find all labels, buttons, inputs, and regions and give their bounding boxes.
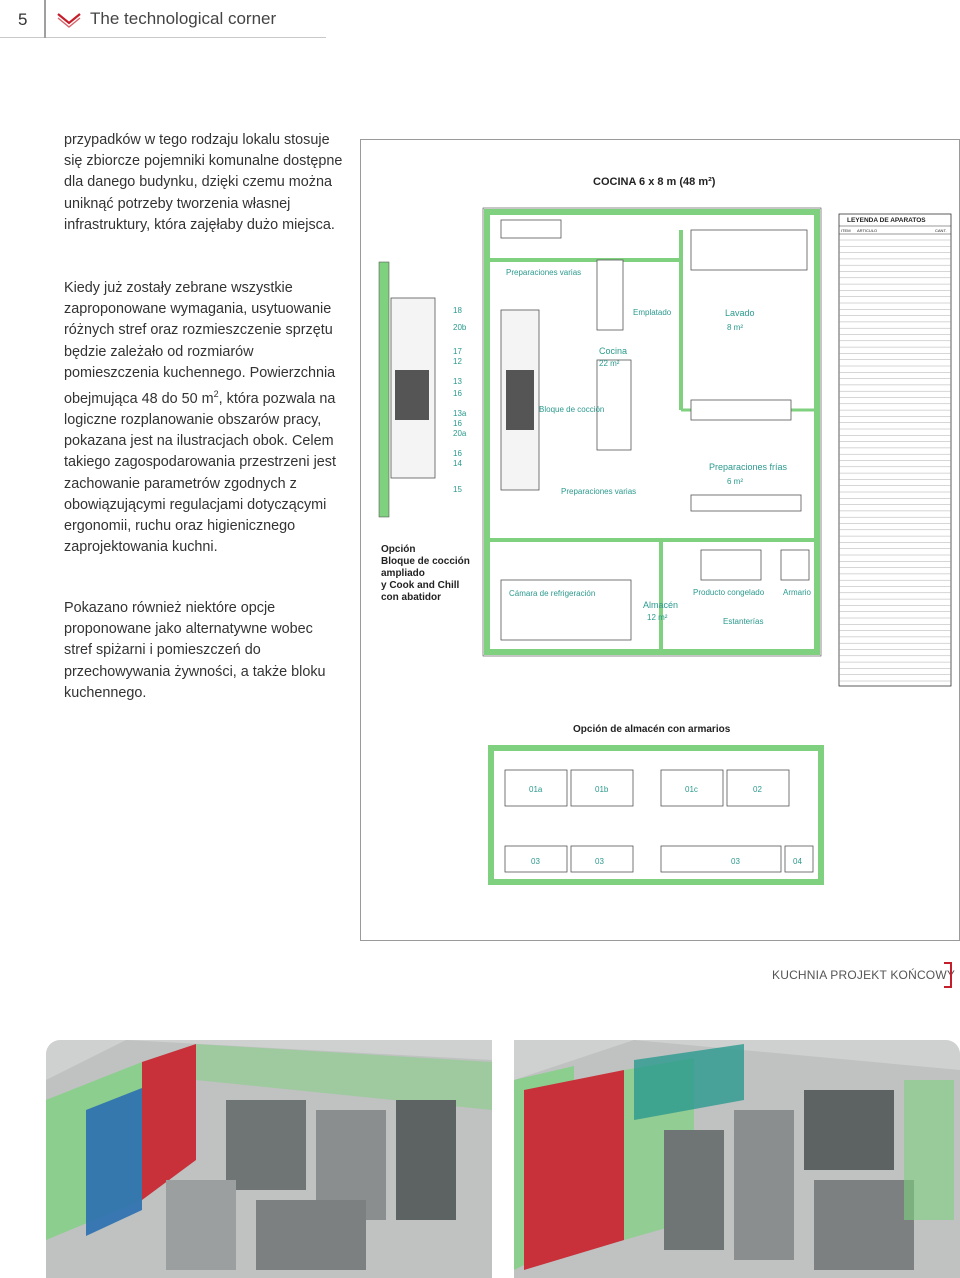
legend-head-qty: CANT. xyxy=(935,228,947,233)
zone-label: Estanterías xyxy=(723,617,764,626)
storage-unit-label: 01c xyxy=(685,785,698,794)
body-paragraph-2-b: , która pozwala na logiczne rozplanowanie obszarów pracy, pokazana jest na ilustracjach obok. Celem takiego zagospodarowania przestrzeni jest zachowanie parametrów zgodnych z obowiązującymi regulacjami dotyczącymi ergonomii, ruchu oraz higienicznego zaprojektowania kuchni. xyxy=(64,390,336,556)
zone-label: Preparaciones varias xyxy=(561,487,637,496)
counter xyxy=(691,495,801,511)
storage-option-title: Opción de almacén con armarios xyxy=(573,724,731,735)
item-number: 18 xyxy=(453,306,462,315)
storage-unit-label: 01a xyxy=(529,785,543,794)
option-label-line: Opción xyxy=(381,544,416,555)
superscript-2: 2 xyxy=(213,389,219,400)
body-paragraph-2 xyxy=(64,278,344,558)
plan-title: COCINA 6 x 8 m (48 m²) xyxy=(593,176,716,188)
kitchen-3d-render-right xyxy=(514,1040,960,1278)
item-number: 13 xyxy=(453,377,462,386)
storage-units xyxy=(505,770,813,872)
item-number: 20b xyxy=(453,323,467,332)
storage-unit-label: 04 xyxy=(793,857,802,866)
option-stove xyxy=(395,370,429,420)
option-label-line: Bloque de cocción xyxy=(381,556,470,567)
zone-label: Emplatado xyxy=(633,308,672,317)
zone-label: 8 m² xyxy=(727,323,743,332)
kitchen-3d-render-left xyxy=(46,1040,492,1278)
zone-label: 6 m² xyxy=(727,477,743,486)
legend-title: LEYENDA DE APARATOS xyxy=(847,217,926,224)
equipment-block xyxy=(597,260,623,330)
kitchen-floor-plan xyxy=(360,139,960,941)
shelf-row xyxy=(691,400,791,420)
option-item-numbers xyxy=(453,306,467,494)
storage-unit-label: 03 xyxy=(531,857,540,866)
chevron-logo-icon xyxy=(56,10,82,28)
zone-labels xyxy=(506,268,812,626)
zone-label: Preparaciones varias xyxy=(506,268,582,277)
storage-unit-label: 03 xyxy=(595,857,604,866)
freezer xyxy=(701,550,761,580)
storage-unit-label: 03 xyxy=(731,857,740,866)
storage-unit-label: 02 xyxy=(753,785,762,794)
zone-label: Bloque de cocción xyxy=(539,405,605,414)
item-number: 16 xyxy=(453,449,462,458)
equipment-block xyxy=(501,220,561,238)
zone-label: Armario xyxy=(783,588,812,597)
option-walls xyxy=(379,262,389,517)
zone-label: Producto congelado xyxy=(693,588,765,597)
storage-unit-label: 01b xyxy=(595,785,609,794)
item-number: 16 xyxy=(453,419,462,428)
equipment-legend xyxy=(839,214,951,686)
page-header xyxy=(0,0,326,38)
item-number: 20a xyxy=(453,429,467,438)
body-paragraph-1: przypadków w tego rodzaju lokalu stosuje się zbiorcze pojemniki komunalne dostępne dla danego budynku, dzięki czemu można uniknąć potrzeby tworzenia własnej infrastruktury, która zajęłaby dużo miejsca. xyxy=(64,132,343,233)
zone-label: Cámara de refrigeración xyxy=(509,589,596,598)
zone-label: Lavado xyxy=(725,308,755,318)
zone-label: Almacén xyxy=(643,600,679,610)
body-paragraph-3: Pokazano również niektóre opcje proponowane jako alternatywne wobec stref spiżarni i pomieszczeń do przechowywania żywności, a także bloku kuchennego. xyxy=(64,600,326,701)
page-number: 5 xyxy=(18,10,28,29)
item-number: 15 xyxy=(453,485,462,494)
cabinet xyxy=(781,550,809,580)
item-number: 14 xyxy=(453,459,462,468)
option-label-line: con abatidor xyxy=(381,592,442,603)
section-title: The technological corner xyxy=(90,9,277,28)
caption-bracket xyxy=(944,962,952,988)
body-paragraph-2-a: Kiedy już zostały zebrane wszystkie zaproponowane wymagania, usytuowanie różnych stref oraz rozmieszczenie sprzętu będzie zależało od rozmiarów pomieszczenia kuchennego. Powierzchnia obejmująca 48 do 50 m xyxy=(64,280,336,407)
figure-caption: KUCHNIA PROJEKT KOŃCOWY xyxy=(772,968,956,982)
zone-label: Preparaciones frías xyxy=(709,462,788,472)
item-number: 12 xyxy=(453,357,462,366)
item-number: 13a xyxy=(453,409,467,418)
zone-label: 12 m² xyxy=(647,613,668,622)
legend-head-item: ITEM xyxy=(841,228,851,233)
item-number: 17 xyxy=(453,347,462,356)
dishwash-block xyxy=(691,230,807,270)
header-divider xyxy=(44,0,46,38)
zone-label: Cocina xyxy=(599,346,628,356)
legend-head-article: ARTICULO xyxy=(857,228,878,233)
item-number: 16 xyxy=(453,389,462,398)
stove-block xyxy=(506,370,534,430)
option-label xyxy=(381,544,470,603)
option-label-line: ampliado xyxy=(381,568,425,579)
option-label-line: y Cook and Chill xyxy=(381,580,460,591)
zone-label: 22 m² xyxy=(599,359,620,368)
